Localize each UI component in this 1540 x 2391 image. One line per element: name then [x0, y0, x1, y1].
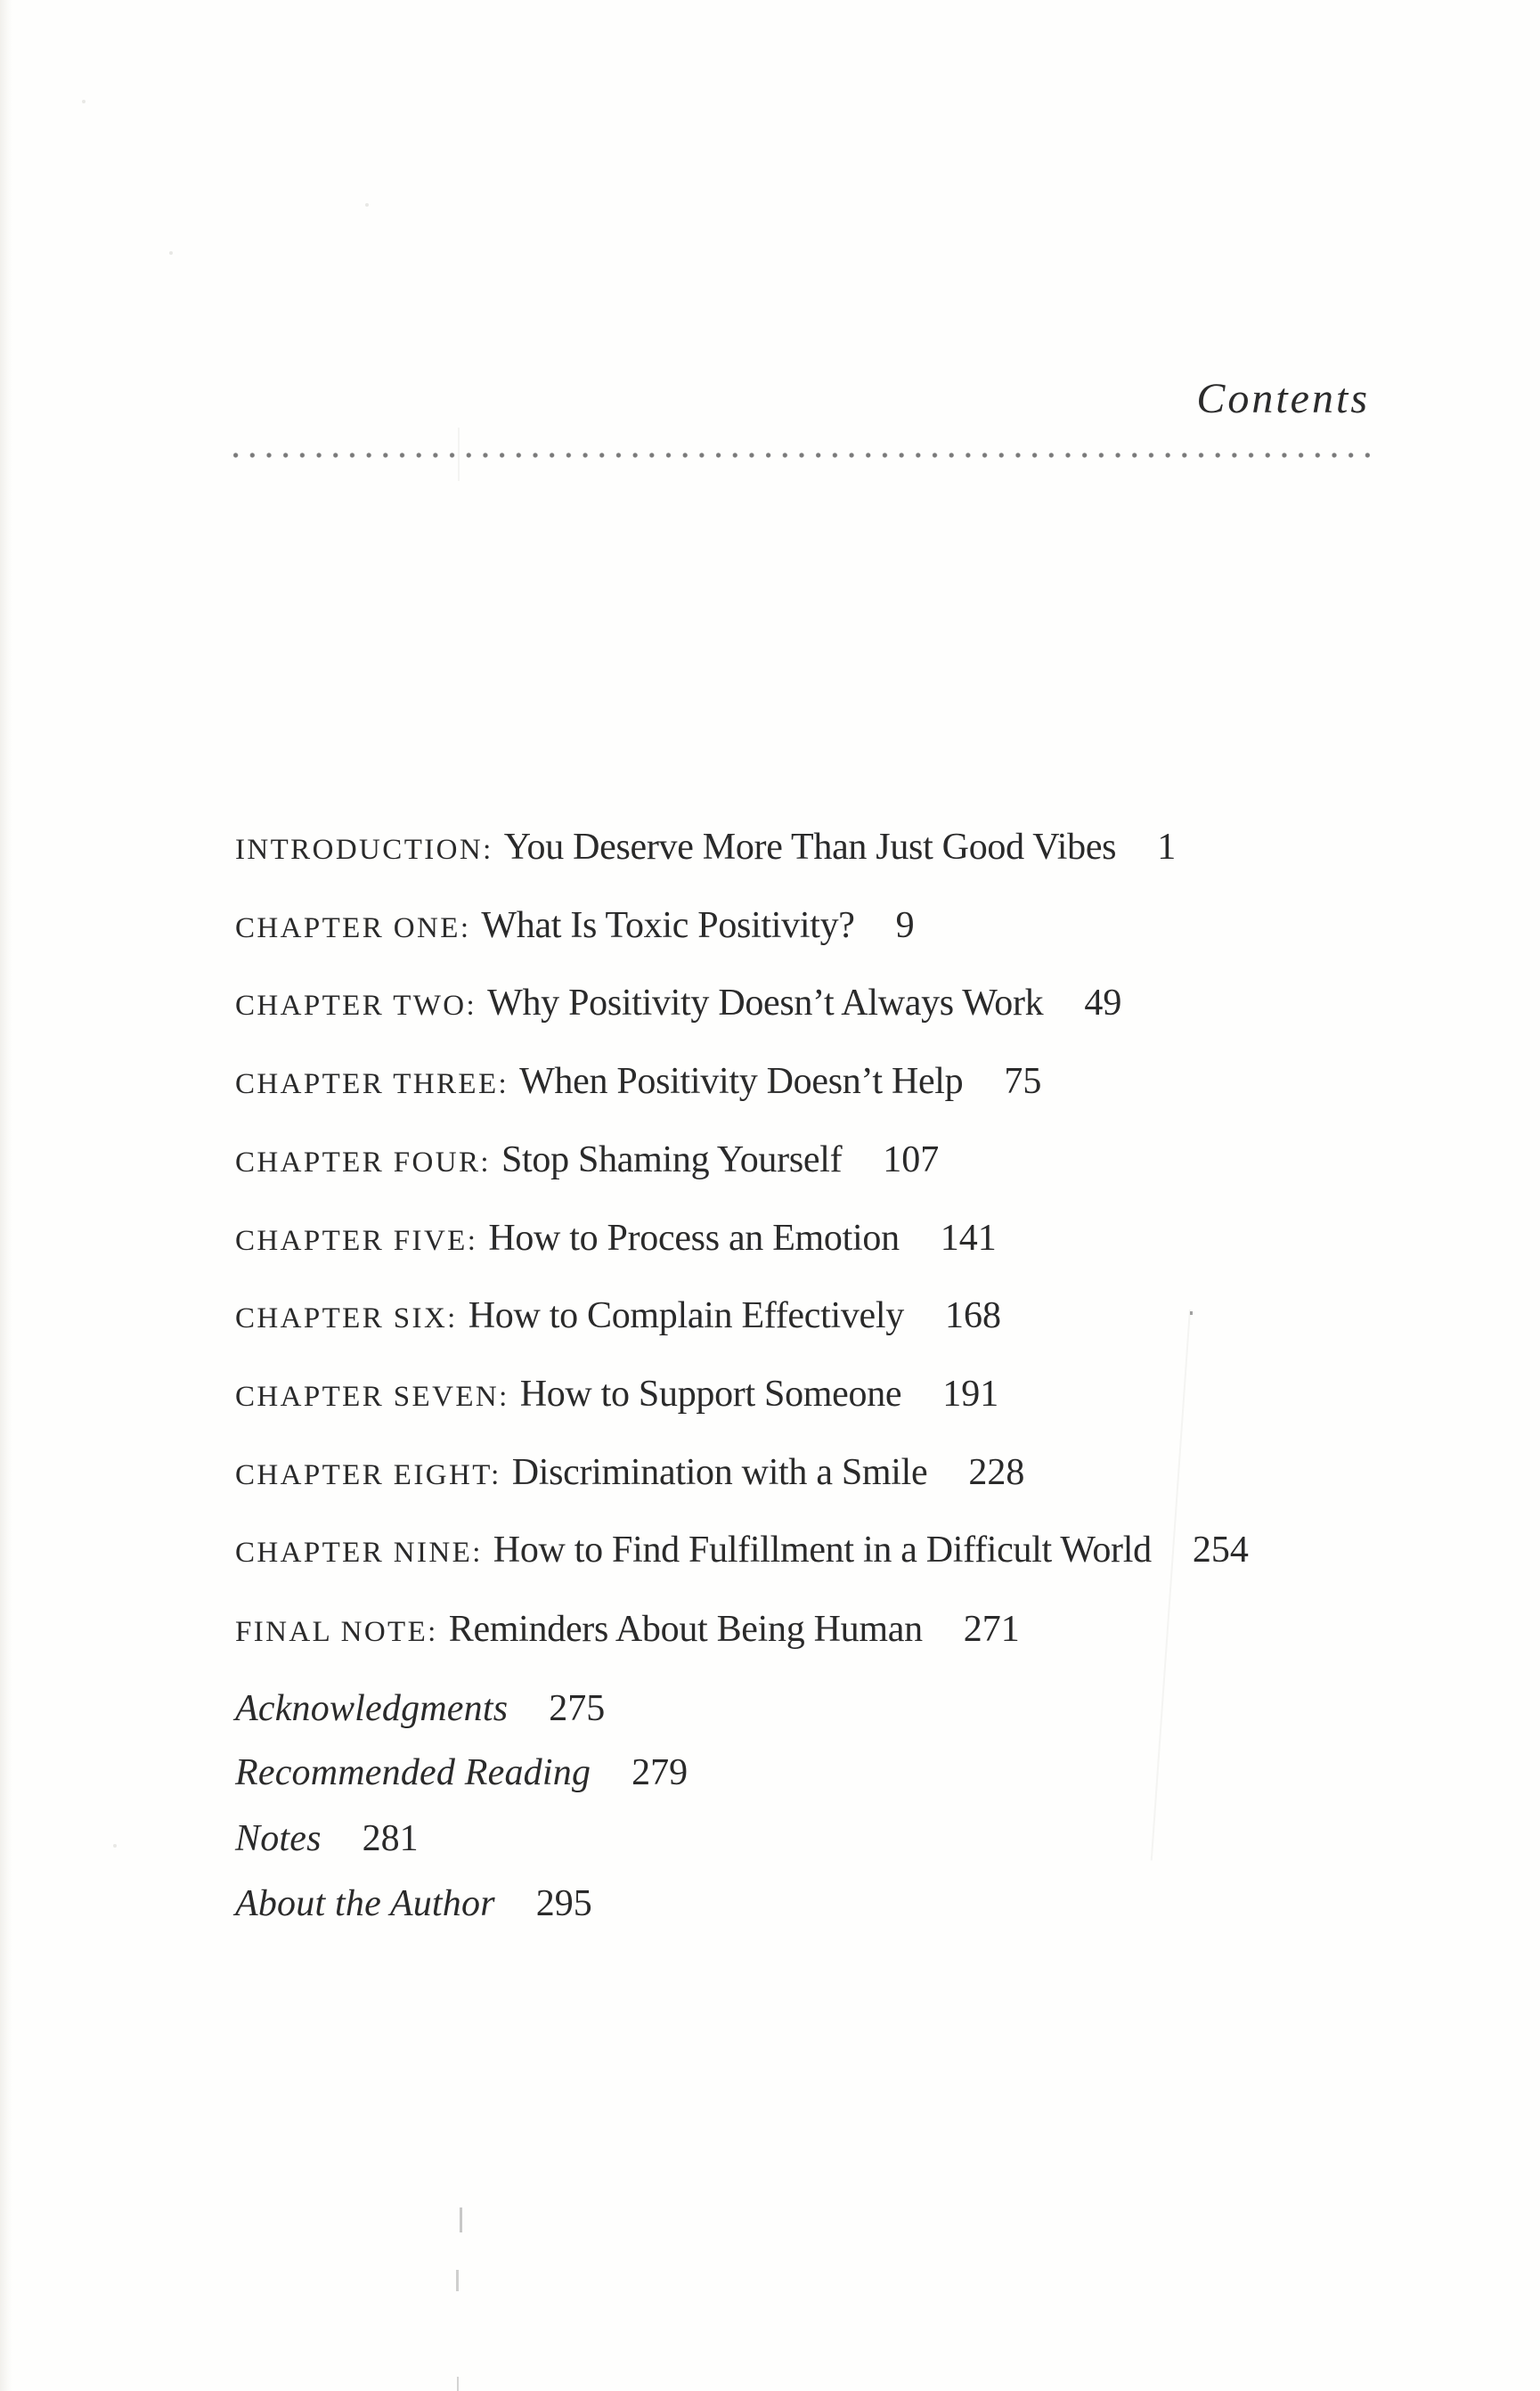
toc-entry-page-number: 271: [963, 1609, 1020, 1650]
toc-entry-title: Acknowledgments: [235, 1688, 509, 1729]
scan-artifact: [113, 1844, 117, 1848]
toc-entry-page-number: 141: [940, 1218, 997, 1259]
scan-artifact: [456, 2270, 459, 2291]
toc-entry-label: CHAPTER SEVEN:: [235, 1381, 509, 1413]
toc-entry-label: CHAPTER TWO:: [235, 990, 477, 1022]
toc-entry-page-number: 275: [549, 1688, 606, 1729]
toc-entry-label: INTRODUCTION:: [235, 834, 493, 866]
toc-entry-label: FINAL NOTE:: [235, 1616, 438, 1648]
toc-entry-chapter-two[interactable]: [235, 981, 1121, 1028]
toc-entry-title: How to Find Fulfillment in a Difficult World: [493, 1530, 1152, 1571]
toc-entry-page-number: 49: [1084, 983, 1122, 1024]
toc-entry-title: How to Support Someone: [519, 1374, 902, 1415]
toc-entry-label: CHAPTER SIX:: [235, 1302, 458, 1334]
toc-entry-title: About the Author: [235, 1883, 495, 1924]
toc-entry-title: Notes: [235, 1818, 322, 1859]
toc-entry-title: Discrimination with a Smile: [511, 1452, 928, 1493]
toc-entry-chapter-seven[interactable]: [235, 1372, 998, 1419]
scan-artifact: [1151, 1310, 1191, 1861]
toc-entry-page-number: 279: [631, 1752, 689, 1793]
toc-entry-introduction[interactable]: [235, 825, 1176, 872]
scan-artifact: [365, 203, 369, 207]
scan-edge-shadow: [0, 0, 12, 2391]
toc-entry-title: Recommended Reading: [235, 1752, 591, 1793]
toc-entry-title: Stop Shaming Yourself: [501, 1139, 843, 1180]
toc-entry-page-number: 1: [1157, 827, 1177, 868]
toc-entry-page-number: 168: [944, 1295, 1001, 1336]
toc-entry-title: How to Complain Effectively: [468, 1295, 904, 1336]
toc-entry-chapter-six[interactable]: [235, 1293, 1001, 1341]
toc-entry-title: How to Process an Emotion: [488, 1218, 900, 1259]
toc-entry-chapter-five[interactable]: [235, 1216, 997, 1263]
toc-entry-chapter-four[interactable]: [235, 1138, 939, 1185]
toc-entry-title: When Positivity Doesn’t Help: [519, 1061, 964, 1102]
toc-entry-chapter-one[interactable]: [235, 903, 915, 951]
scan-artifact: [457, 2377, 459, 2391]
toc-entry-chapter-nine[interactable]: [235, 1528, 1249, 1575]
toc-entry-page-number: 254: [1192, 1530, 1249, 1571]
toc-entry-label: CHAPTER FOUR:: [235, 1147, 491, 1179]
toc-entry-title: Reminders About Being Human: [448, 1609, 923, 1650]
toc-entry-page-number: 107: [883, 1139, 940, 1180]
scan-artifact: [82, 100, 86, 103]
toc-entry-chapter-three[interactable]: [235, 1059, 1041, 1106]
toc-entry-label: CHAPTER THREE:: [235, 1068, 509, 1100]
toc-entry-label: CHAPTER FIVE:: [235, 1225, 478, 1257]
toc-entry-page-number: 9: [895, 905, 915, 946]
toc-entry-notes[interactable]: [235, 1816, 419, 1861]
scan-artifact: [1190, 1311, 1193, 1315]
toc-entry-label: CHAPTER NINE:: [235, 1537, 483, 1569]
toc-entry-page-number: 228: [968, 1452, 1025, 1493]
toc-entry-page-number: 191: [942, 1374, 999, 1415]
toc-entry-final-note[interactable]: [235, 1607, 1020, 1654]
scan-artifact: [460, 2207, 462, 2232]
dotted-rule-divider: [233, 453, 1370, 458]
toc-entry-label: CHAPTER EIGHT:: [235, 1459, 501, 1491]
toc-entry-acknowledgments[interactable]: [235, 1686, 605, 1731]
page-title: Contents: [1196, 375, 1370, 422]
scan-artifact: [169, 251, 173, 255]
toc-entry-page-number: 281: [362, 1818, 419, 1859]
toc-entry-title: You Deserve More Than Just Good Vibes: [503, 827, 1117, 868]
toc-entry-recommended-reading[interactable]: [235, 1750, 688, 1795]
toc-entry-about-the-author[interactable]: [235, 1881, 592, 1926]
toc-entry-page-number: 75: [1004, 1061, 1042, 1102]
toc-entry-page-number: 295: [535, 1883, 592, 1924]
toc-entry-title: What Is Toxic Positivity?: [481, 905, 855, 946]
toc-entry-label: CHAPTER ONE:: [235, 912, 471, 944]
toc-entry-title: Why Positivity Doesn’t Always Work: [487, 983, 1044, 1024]
toc-entry-chapter-eight[interactable]: [235, 1450, 1024, 1497]
